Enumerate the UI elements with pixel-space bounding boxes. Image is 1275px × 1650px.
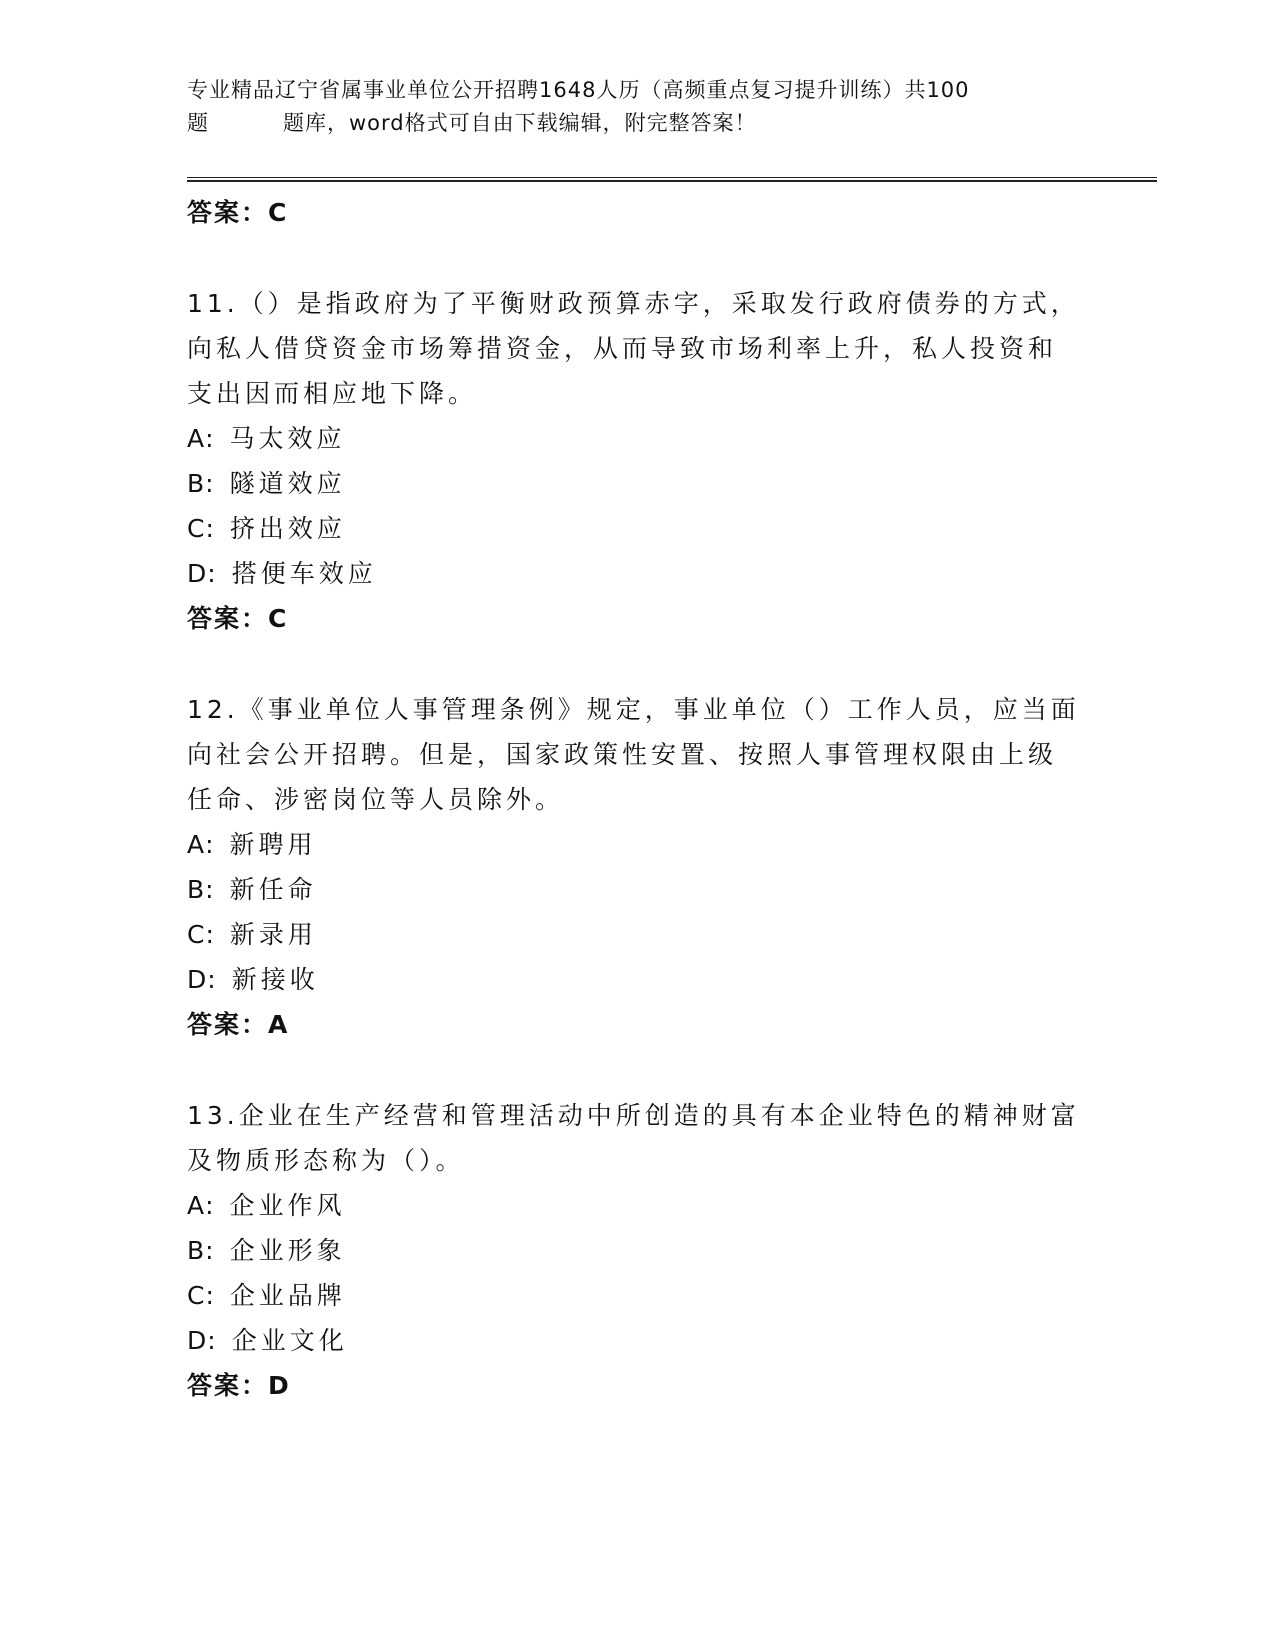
header-divider-thick	[187, 180, 1157, 182]
option-key: C	[187, 1281, 206, 1310]
option-a: A: 马太效应	[187, 424, 346, 453]
option-d: D: 新接收	[187, 965, 319, 994]
question-11	[187, 281, 1087, 641]
page-header	[187, 74, 1087, 140]
option-text: 新聘用	[229, 830, 317, 859]
stem-line: 任命、涉密岗位等人员除外。	[187, 785, 565, 814]
question-13	[187, 1093, 1087, 1408]
option-text: 搭便车效应	[231, 559, 377, 588]
option-b: B: 新任命	[187, 875, 317, 904]
stem-line: 支出因而相应地下降。	[187, 379, 478, 408]
document-body	[187, 190, 1087, 1408]
option-text: 新任命	[229, 875, 317, 904]
answer: 答案：A	[187, 1010, 290, 1039]
option-b: B: 企业形象	[187, 1236, 346, 1265]
option-d: D: 搭便车效应	[187, 559, 377, 588]
option-text: 企业形象	[229, 1236, 346, 1265]
option-b: B: 隧道效应	[187, 469, 346, 498]
header-divider-thin	[187, 177, 1157, 178]
question-stem	[187, 1093, 1087, 1183]
previous-answer: 答案：C	[187, 198, 289, 227]
option-d: D: 企业文化	[187, 1326, 348, 1355]
question-12	[187, 687, 1087, 1047]
option-key: D	[187, 1326, 208, 1355]
option-key: B	[187, 469, 206, 498]
header-line-1: 专业精品辽宁省属事业单位公开招聘1648人历（高频重点复习提升训练）共100	[187, 78, 970, 102]
option-text: 企业作风	[229, 1191, 346, 1220]
option-key: C	[187, 920, 206, 949]
option-text: 挤出效应	[229, 514, 346, 543]
answer: 答案：C	[187, 604, 289, 633]
stem-line: 13.企业在生产经营和管理活动中所创造的具有本企业特色的精神财富	[187, 1101, 1080, 1130]
option-key: A	[187, 1191, 206, 1220]
question-stem	[187, 687, 1087, 822]
option-key: D	[187, 965, 208, 994]
header-line-2-end: 题库，word格式可自由下载编辑，附完整答案！	[283, 111, 757, 135]
option-text: 企业文化	[231, 1326, 348, 1355]
option-a: A: 新聘用	[187, 830, 317, 859]
option-text: 新接收	[231, 965, 319, 994]
question-stem	[187, 281, 1087, 416]
option-text: 企业品牌	[229, 1281, 346, 1310]
option-key: A	[187, 424, 206, 453]
stem-line: 向社会公开招聘。但是，国家政策性安置、按照人事管理权限由上级	[187, 740, 1058, 769]
option-key: D	[187, 559, 208, 588]
stem-line: 11.（）是指政府为了平衡财政预算赤字，采取发行政府债券的方式，	[187, 289, 1080, 318]
header-line-2-start: 题	[187, 111, 209, 135]
option-text: 新录用	[229, 920, 317, 949]
option-key: C	[187, 514, 206, 543]
stem-line: 向私人借贷资金市场筹措资金，从而导致市场利率上升，私人投资和	[187, 334, 1058, 363]
stem-line: 及物质形态称为（）。	[187, 1146, 465, 1175]
option-key: B	[187, 1236, 206, 1265]
option-c: C: 挤出效应	[187, 514, 346, 543]
option-text: 马太效应	[229, 424, 346, 453]
option-c: C: 企业品牌	[187, 1281, 346, 1310]
header-line-2	[187, 107, 1087, 140]
option-a: A: 企业作风	[187, 1191, 346, 1220]
option-text: 隧道效应	[229, 469, 346, 498]
option-key: A	[187, 830, 206, 859]
option-c: C: 新录用	[187, 920, 317, 949]
stem-line: 12.《事业单位人事管理条例》规定，事业单位（）工作人员，应当面	[187, 695, 1080, 724]
answer: 答案：D	[187, 1371, 291, 1400]
option-key: B	[187, 875, 206, 904]
